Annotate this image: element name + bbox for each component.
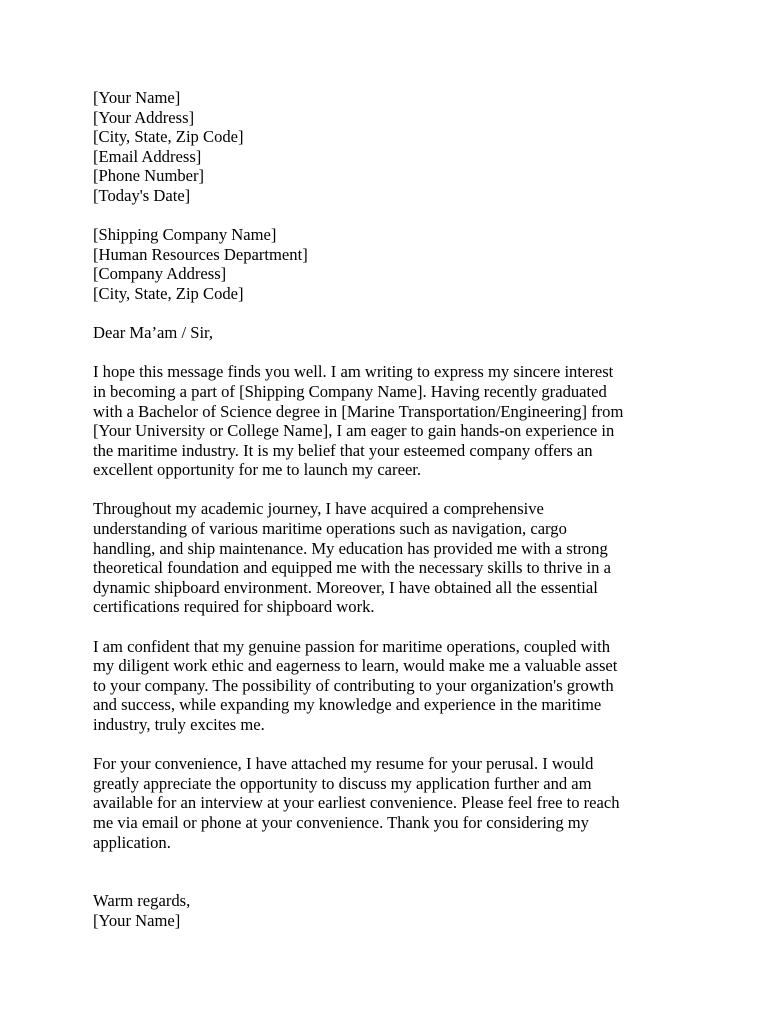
body-paragraph-4	[93, 754, 693, 852]
paragraph-line: the maritime industry. It is my belief that your esteemed company offers an	[93, 440, 593, 460]
recipient-city-state-zip: [City, State, Zip Code]	[93, 283, 244, 303]
paragraph-line: industry, truly excites me.	[93, 715, 265, 734]
paragraph-line: me via email or phone at your convenience. Thank you for considering my	[93, 812, 589, 832]
closing-block	[93, 891, 693, 930]
spacer	[93, 304, 693, 324]
paragraph-line: For your convenience, I have attached my resume for your perusal. I would	[93, 754, 594, 774]
sender-phone: [Phone Number]	[93, 166, 205, 186]
spacer	[93, 852, 693, 891]
valediction: Warm regards,	[93, 891, 191, 911]
paragraph-line: my diligent work ethic and eagerness to learn, would make me a valuable asset	[93, 656, 618, 676]
sender-name: [Your Name]	[93, 88, 181, 107]
spacer	[93, 617, 693, 637]
paragraph-line: excellent opportunity for me to launch my career.	[93, 460, 422, 480]
paragraph-line: handling, and ship maintenance. My education has provided me with a strong	[93, 538, 608, 558]
body-paragraph-2	[93, 499, 693, 617]
sender-city-state-zip: [City, State, Zip Code]	[93, 127, 244, 147]
paragraph-line: Throughout my academic journey, I have acquired a comprehensive	[93, 499, 544, 519]
paragraph-line: understanding of various maritime operations such as navigation, cargo	[93, 519, 567, 539]
paragraph-line: with a Bachelor of Science degree in [Marine Transportation/Engineering] from	[93, 401, 624, 421]
paragraph-line: certifications required for shipboard work.	[93, 597, 375, 617]
paragraph-line: in becoming a part of [Shipping Company Name]. Having recently graduated	[93, 381, 607, 401]
paragraph-line: greatly appreciate the opportunity to discuss my application further and am	[93, 773, 592, 793]
paragraph-line: available for an interview at your earliest convenience. Please feel free to reach	[93, 793, 620, 813]
sender-address-block	[93, 88, 693, 206]
recipient-address: [Company Address]	[93, 264, 227, 284]
sender-email: [Email Address]	[93, 146, 202, 166]
paragraph-line: dynamic shipboard environment. Moreover, I have obtained all the essential	[93, 577, 598, 597]
paragraph-line: application.	[93, 832, 171, 852]
salutation: Dear Ma’am / Sir,	[93, 323, 214, 343]
paragraph-line: theoretical foundation and equipped me with the necessary skills to thrive in a	[93, 558, 611, 578]
spacer	[93, 735, 693, 755]
recipient-department: [Human Resources Department]	[93, 244, 308, 264]
paragraph-line: to your company. The possibility of contributing to your organization's growth	[93, 675, 614, 695]
paragraph-line: and success, while expanding my knowledge and experience in the maritime	[93, 695, 602, 715]
letter-date: [Today's Date]	[93, 185, 191, 205]
signature-name: [Your Name]	[93, 910, 181, 930]
spacer	[93, 206, 693, 226]
paragraph-line: I hope this message finds you well. I am writing to express my sincere interest	[93, 362, 614, 382]
spacer	[93, 343, 693, 363]
cover-letter	[93, 88, 693, 931]
spacer	[93, 480, 693, 500]
paragraph-line: [Your University or College Name], I am eager to gain hands-on experience in	[93, 421, 615, 441]
paragraph-line: I am confident that my genuine passion for maritime operations, coupled with	[93, 636, 611, 656]
recipient-address-block	[93, 225, 693, 303]
body-paragraph-1	[93, 362, 693, 480]
recipient-company: [Shipping Company Name]	[93, 225, 277, 245]
body-paragraph-3	[93, 637, 693, 735]
sender-address: [Your Address]	[93, 107, 195, 127]
